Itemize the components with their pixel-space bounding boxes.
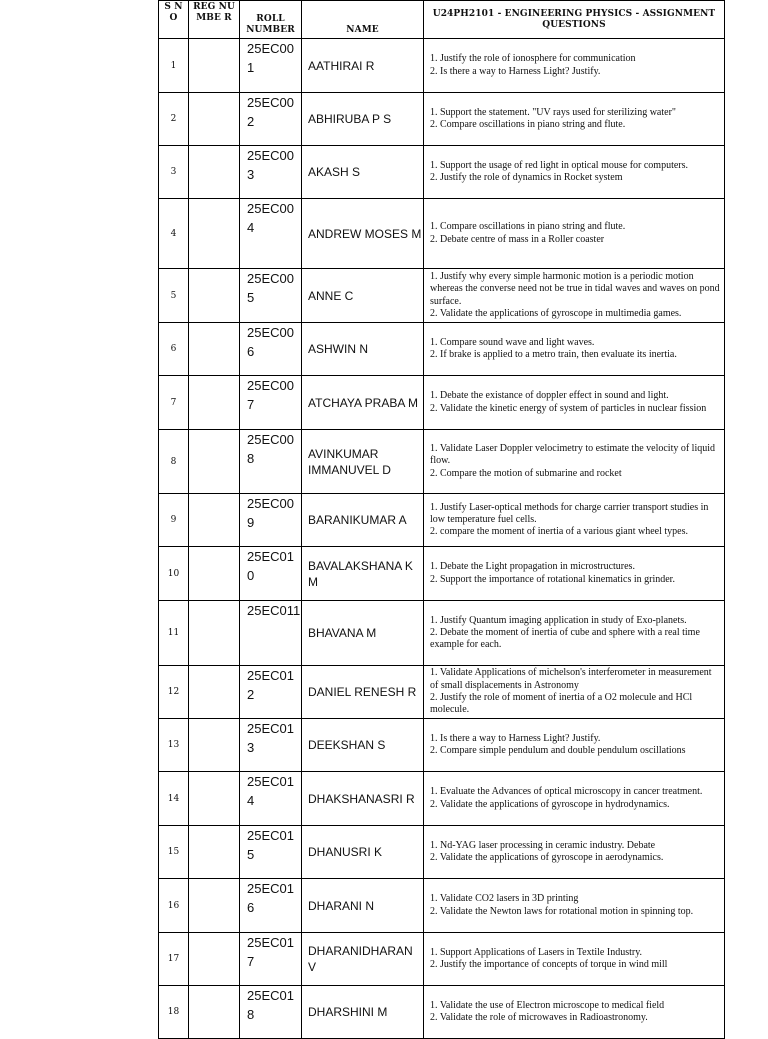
header-questions: U24PH2101 - ENGINEERING PHYSICS - ASSIGNMENT QUESTIONS: [424, 1, 725, 39]
question-1: 1. Justify Laser-optical methods for charge carrier transport studies in low temperature fuel cells.: [430, 501, 709, 525]
roll-number-text: 25EC018: [247, 988, 294, 1022]
cell-reg-number: [189, 269, 240, 323]
student-name: ANDREW MOSES M: [308, 226, 422, 241]
table-row: [159, 376, 725, 430]
question-1: 1. Evaluate the Advances of optical microscopy in cancer treatment.: [430, 786, 703, 798]
question-1: 1. Nd-YAG laser processing in ceramic industry. Debate: [430, 839, 656, 851]
cell-questions: [424, 601, 725, 666]
question-2: 2. Justify the role of moment of inertia of a O2 molecule and HCl molecule.: [430, 692, 693, 716]
roll-number-text: 25EC003: [247, 148, 294, 182]
cell-sno: 8: [159, 430, 189, 494]
cell-questions: [424, 39, 725, 93]
table-row: [159, 269, 725, 323]
student-name: DANIEL RENESH R: [308, 685, 417, 699]
question-2: 2. Validate the applications of gyroscope in multimedia games.: [430, 307, 682, 319]
question-1: 1. Validate the use of Electron microscope to medical field: [430, 999, 665, 1011]
table-row: [159, 93, 725, 146]
cell-reg-number: [189, 601, 240, 666]
question-2: 2. If brake is applied to a metro train, then evaluate its inertia.: [430, 349, 677, 360]
cell-name: [302, 323, 424, 376]
cell-roll-number: [240, 601, 302, 666]
question-2: 2. Compare the motion of submarine and rocket: [430, 467, 622, 479]
cell-name: [302, 601, 424, 666]
table-row: [159, 547, 725, 601]
roll-number-text: 25EC008: [247, 432, 294, 466]
cell-roll-number: [240, 376, 302, 430]
cell-roll-number: [240, 494, 302, 547]
question-1: 1. Support the usage of red light in optical mouse for computers.: [430, 159, 689, 171]
cell-reg-number: [189, 494, 240, 547]
question-2: 2. Validate the role of microwaves in Radioastronomy.: [430, 1012, 648, 1023]
cell-name: [302, 879, 424, 933]
question-1: 1. Validate Applications of michelson's interferometer in measurement of small displacements in Astronomy: [430, 667, 712, 691]
cell-sno: 7: [159, 376, 189, 430]
assignment-sheet: [158, 0, 724, 1039]
cell-name: [302, 146, 424, 199]
cell-sno: 1: [159, 39, 189, 93]
cell-questions: [424, 269, 725, 323]
cell-questions: [424, 494, 725, 547]
cell-name: [302, 376, 424, 430]
cell-roll-number: [240, 323, 302, 376]
cell-name: [302, 430, 424, 494]
cell-questions: [424, 430, 725, 494]
question-2: 2. Validate the kinetic energy of system of particles in nuclear fission: [430, 402, 707, 414]
question-2: 2. Justify the importance of concepts of torque in wind mill: [430, 959, 668, 970]
cell-questions: [424, 986, 725, 1039]
question-1: 1. Justify Quantum imaging application in study of Exo-planets.: [430, 614, 687, 626]
cell-reg-number: [189, 146, 240, 199]
cell-name: [302, 494, 424, 547]
question-1: 1. Debate the Light propagation in microstructures.: [430, 561, 635, 573]
question-2: 2. Compare oscillations in piano string and flute.: [430, 119, 626, 130]
student-name: BHAVANA M: [308, 626, 377, 640]
cell-questions: [424, 323, 725, 376]
table-row: [159, 494, 725, 547]
table-row: [159, 666, 725, 719]
cell-reg-number: [189, 199, 240, 269]
roll-number-text: 25EC011: [247, 603, 301, 618]
cell-name: [302, 39, 424, 93]
cell-roll-number: [240, 772, 302, 826]
question-1: 1. Justify the role of ionosphere for communication: [430, 53, 636, 65]
question-2: 2. Validate the applications of gyroscope in hydrodynamics.: [430, 798, 670, 810]
roll-number-text: 25EC006: [247, 325, 294, 359]
cell-questions: [424, 146, 725, 199]
header-reg-number: REG NUMBE R: [189, 1, 240, 39]
cell-sno: 6: [159, 323, 189, 376]
roll-number-text: 25EC007: [247, 378, 294, 412]
student-name: AVINKUMAR IMMANUVEL D: [308, 446, 391, 477]
cell-name: [302, 986, 424, 1039]
question-2: 2. Support the importance of rotational kinematics in grinder.: [430, 573, 675, 585]
table-body: [159, 39, 725, 1039]
cell-questions: [424, 826, 725, 879]
cell-name: [302, 772, 424, 826]
roll-number-text: 25EC004: [247, 201, 294, 235]
cell-name: [302, 666, 424, 719]
question-2: 2. Is there a way to Harness Light? Justify.: [430, 65, 601, 77]
student-name: DHANUSRI K: [308, 845, 383, 859]
table-row: [159, 601, 725, 666]
question-1: 1. Debate the existance of doppler effect in sound and light.: [430, 390, 669, 402]
student-name: BAVALAKSHANA K M: [308, 558, 413, 589]
student-name: ATCHAYA PRABA M: [308, 395, 419, 410]
cell-reg-number: [189, 719, 240, 772]
student-name: BARANIKUMAR A: [308, 513, 407, 527]
roll-number-text: 25EC002: [247, 95, 294, 129]
student-name: DEEKSHAN S: [308, 738, 386, 752]
cell-name: [302, 93, 424, 146]
student-name: DHARANIDHARAN V: [308, 944, 413, 974]
question-2: 2. Compare simple pendulum and double pendulum oscillations: [430, 745, 686, 756]
cell-sno: 16: [159, 879, 189, 933]
cell-roll-number: [240, 719, 302, 772]
cell-reg-number: [189, 879, 240, 933]
student-name: ABHIRUBA P S: [308, 112, 392, 126]
table-row: [159, 879, 725, 933]
roll-number-text: 25EC014: [247, 774, 294, 808]
cell-reg-number: [189, 986, 240, 1039]
cell-reg-number: [189, 826, 240, 879]
student-name: DHARSHINI M: [308, 1005, 388, 1019]
cell-reg-number: [189, 376, 240, 430]
question-2: 2. Justify the role of dynamics in Rocket system: [430, 172, 623, 183]
question-1: 1. Validate Laser Doppler velocimetry to estimate the velocity of liquid flow.: [430, 443, 716, 467]
header-row: [159, 1, 725, 39]
cell-sno: 14: [159, 772, 189, 826]
cell-questions: [424, 719, 725, 772]
cell-sno: 13: [159, 719, 189, 772]
cell-sno: 17: [159, 933, 189, 986]
cell-reg-number: [189, 93, 240, 146]
roll-number-text: 25EC001: [247, 41, 294, 75]
question-1: 1. Compare sound wave and light waves.: [430, 336, 595, 348]
table-row: [159, 719, 725, 772]
roll-number-text: 25EC005: [247, 271, 294, 305]
cell-sno: 18: [159, 986, 189, 1039]
question-1: 1. Is there a way to Harness Light? Justify.: [430, 732, 601, 744]
question-2: 2. Validate the Newton laws for rotational motion in spinning top.: [430, 905, 694, 917]
cell-sno: 12: [159, 666, 189, 719]
table-row: [159, 323, 725, 376]
roll-number-text: 25EC017: [247, 935, 294, 969]
table-row: [159, 199, 725, 269]
cell-sno: 5: [159, 269, 189, 323]
cell-roll-number: [240, 430, 302, 494]
cell-questions: [424, 666, 725, 719]
cell-name: [302, 719, 424, 772]
cell-sno: 10: [159, 547, 189, 601]
table-row: [159, 146, 725, 199]
cell-roll-number: [240, 146, 302, 199]
student-name: DHARANI N: [308, 898, 375, 913]
roll-number-text: 25EC009: [247, 496, 294, 530]
cell-roll-number: [240, 39, 302, 93]
cell-name: [302, 826, 424, 879]
roll-number-text: 25EC016: [247, 881, 294, 915]
question-1: 1. Support the statement. "UV rays used for sterilizing water": [430, 106, 676, 118]
cell-reg-number: [189, 323, 240, 376]
cell-roll-number: [240, 879, 302, 933]
student-name: ASHWIN N: [308, 342, 368, 356]
student-name: AATHIRAI R: [308, 58, 375, 73]
cell-questions: [424, 199, 725, 269]
header-roll-number: ROLL NUMBER: [240, 1, 302, 39]
cell-questions: [424, 933, 725, 986]
cell-questions: [424, 376, 725, 430]
roll-number-text: 25EC015: [247, 828, 294, 862]
student-name: AKASH S: [308, 165, 361, 179]
table-row: [159, 39, 725, 93]
question-2: 2. compare the moment of inertia of a various giant wheel types.: [430, 526, 688, 538]
cell-roll-number: [240, 826, 302, 879]
question-2: 2. Debate the moment of inertia of cube and sphere with a real time example for each.: [430, 626, 700, 651]
cell-roll-number: [240, 547, 302, 601]
cell-name: [302, 933, 424, 986]
roll-number-text: 25EC013: [247, 721, 294, 755]
student-name: DHAKSHANASRI R: [308, 791, 415, 806]
cell-reg-number: [189, 39, 240, 93]
cell-questions: [424, 93, 725, 146]
question-1: 1. Validate CO2 lasers in 3D printing: [430, 893, 579, 905]
cell-questions: [424, 879, 725, 933]
cell-roll-number: [240, 269, 302, 323]
cell-sno: 2: [159, 93, 189, 146]
cell-roll-number: [240, 199, 302, 269]
question-1: 1. Justify why every simple harmonic motion is a periodic motion whereas the converse need not be true in tidal waves and waves on pond surface.: [430, 270, 720, 307]
roll-number-text: 25EC010: [247, 549, 294, 583]
cell-sno: 9: [159, 494, 189, 547]
cell-questions: [424, 547, 725, 601]
table-row: [159, 430, 725, 494]
cell-sno: 4: [159, 199, 189, 269]
cell-sno: 3: [159, 146, 189, 199]
question-2: 2. Validate the applications of gyroscope in aerodynamics.: [430, 852, 664, 863]
cell-roll-number: [240, 666, 302, 719]
student-name: ANNE C: [308, 288, 354, 303]
cell-reg-number: [189, 547, 240, 601]
table-row: [159, 826, 725, 879]
table-row: [159, 986, 725, 1039]
cell-name: [302, 547, 424, 601]
header-sno: S N O: [159, 1, 189, 39]
question-1: 1. Support Applications of Lasers in Textile Industry.: [430, 946, 643, 958]
cell-sno: 15: [159, 826, 189, 879]
table-row: [159, 933, 725, 986]
roll-number-text: 25EC012: [247, 668, 294, 702]
question-2: 2. Debate centre of mass in a Roller coaster: [430, 233, 605, 245]
cell-roll-number: [240, 93, 302, 146]
cell-name: [302, 269, 424, 323]
assignment-table: [158, 0, 725, 1039]
cell-questions: [424, 772, 725, 826]
cell-reg-number: [189, 933, 240, 986]
cell-reg-number: [189, 772, 240, 826]
cell-roll-number: [240, 986, 302, 1039]
cell-roll-number: [240, 933, 302, 986]
cell-sno: 11: [159, 601, 189, 666]
table-row: [159, 772, 725, 826]
header-name: NAME: [302, 1, 424, 39]
cell-name: [302, 199, 424, 269]
cell-reg-number: [189, 666, 240, 719]
question-1: 1. Compare oscillations in piano string and flute.: [430, 221, 626, 233]
cell-reg-number: [189, 430, 240, 494]
